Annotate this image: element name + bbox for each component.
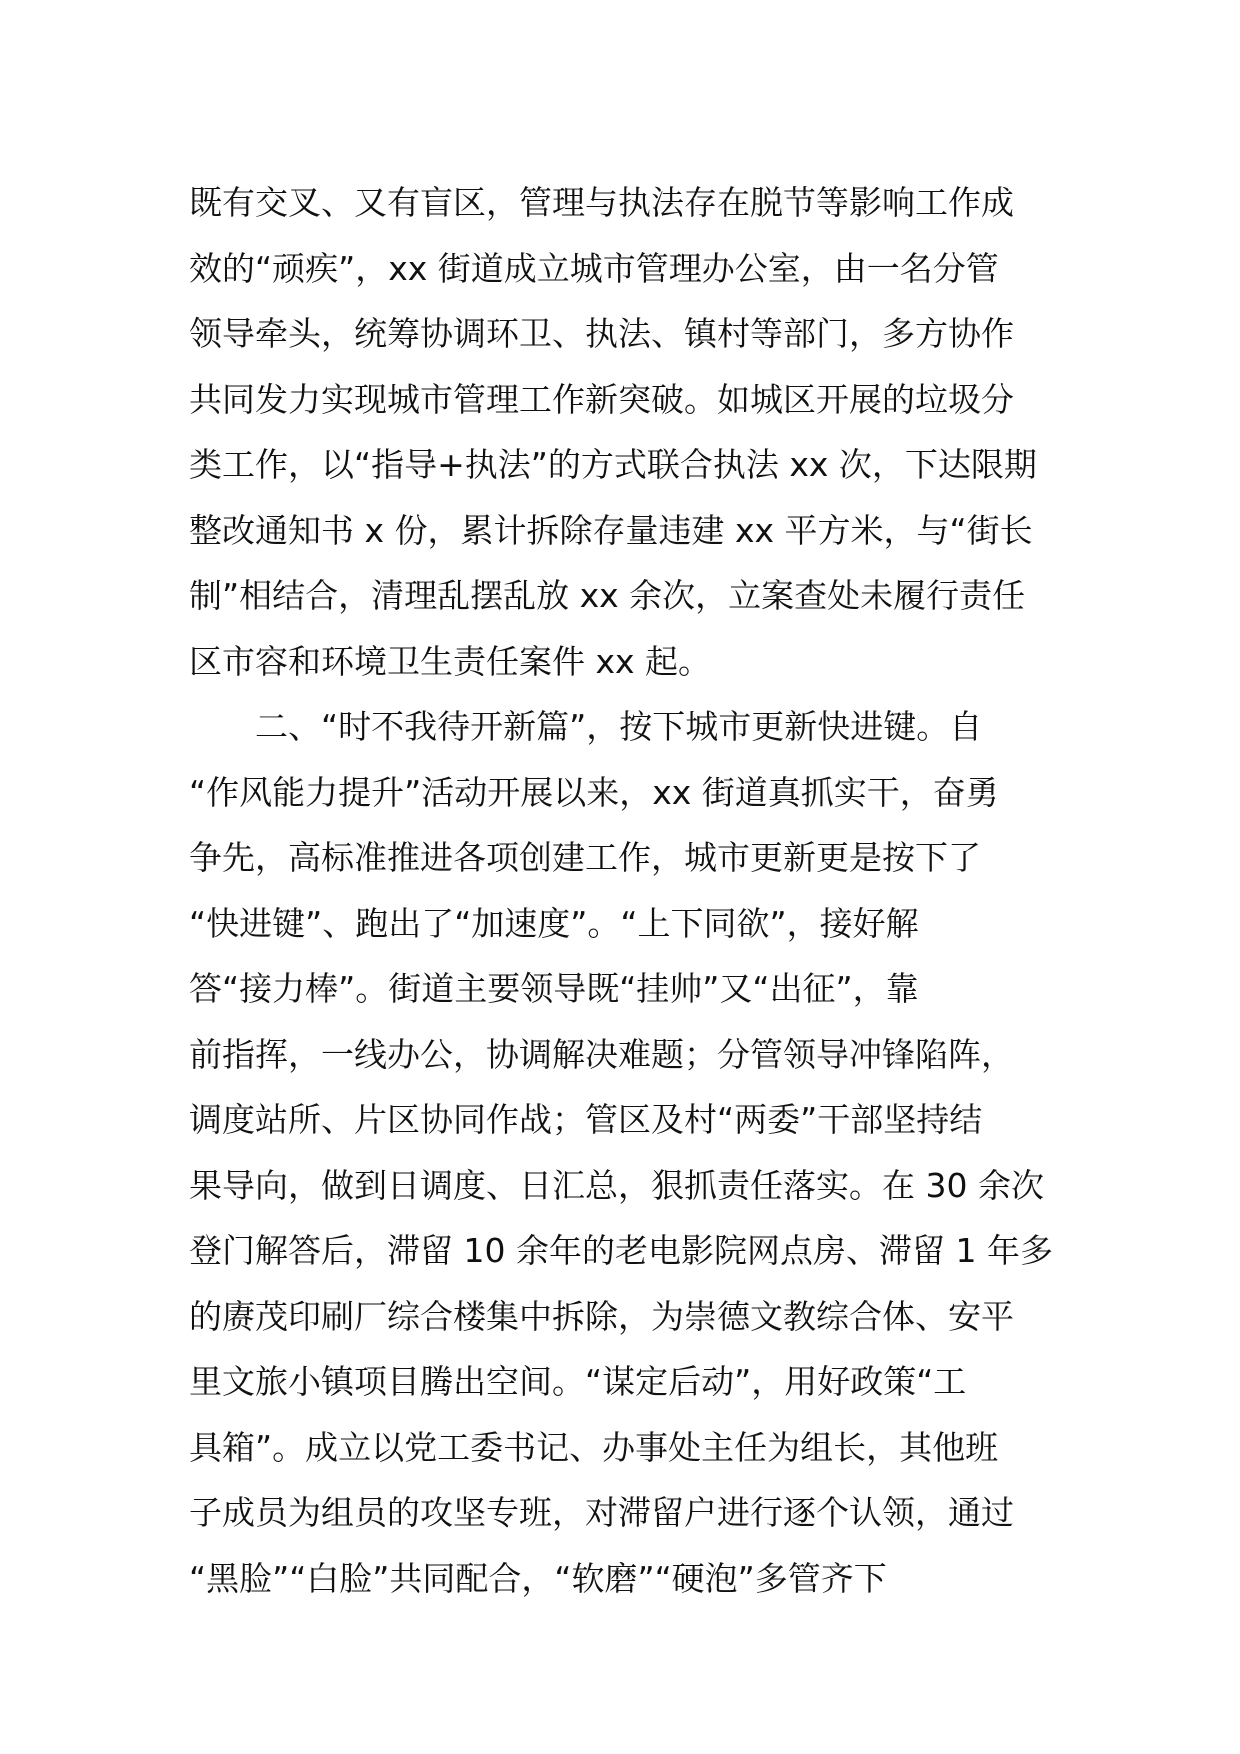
text-line: 区市容和环境卫生责任案件 xx 起。 [189, 641, 712, 681]
text-line: 整改通知书 x 份，累计拆除存量违建 xx 平方米，与“街长 [189, 510, 1033, 550]
text-line: 争先，高标准推进各项创建工作，城市更新更是按下了 [189, 838, 981, 877]
text-line: 答“接力棒”。街道主要领导既“挂帅”又“出征”，靠 [189, 969, 919, 1008]
text-line: “黑脸”“白脸”共同配合，“软磨”“硬泡”多管齐下 [189, 1558, 887, 1598]
text-line: 效的“顽疾”，xx 街道成立城市管理办公室，由一名分管 [189, 248, 999, 288]
text-line: 制”相结合，清理乱摆乱放 xx 余次，立案查处未履行责任 [189, 576, 1026, 615]
text-line: 具箱”。成立以党工委书记、办事处主任为组长，其他班 [189, 1427, 999, 1467]
text-line: 里文旅小镇项目腾出空间。“谋定后动”，用好政策“工 [189, 1362, 967, 1401]
text-line: 果导向，做到日调度、日汇总，狠抓责任落实。在 30 余次 [189, 1165, 1044, 1205]
text-line: 登门解答后，滞留 10 余年的老电影院网点房、滞留 1 年多 [189, 1231, 1053, 1270]
text-line: 领导牵头，统筹协调环卫、执法、镇村等部门，多方协作 [189, 314, 1014, 353]
text-line: 前指挥，一线办公，协调解决难题；分管领导冲锋陷阵， [189, 1034, 1014, 1074]
text-line: “作风能力提升”活动开展以来，xx 街道真抓实干，奋勇 [189, 772, 999, 812]
section-heading-line: 二、“时不我待开新篇”，按下城市更新快进键。自 [189, 707, 983, 746]
text-line: 既有交叉、又有盲区，管理与执法存在脱节等影响工作成 [189, 183, 1014, 222]
text-line: 类工作，以“指导+执法”的方式联合执法 xx 次，下达限期 [189, 445, 1037, 484]
text-line: 共同发力实现城市管理工作新突破。如城区开展的垃圾分 [189, 379, 1014, 419]
text-line: 子成员为组员的攻坚专班，对滞留户进行逐个认领，通过 [189, 1493, 1014, 1532]
text-line: 的赓茂印刷厂综合楼集中拆除，为崇德文教综合体、安平 [189, 1296, 1014, 1336]
text-line: “快进键”、跑出了“加速度”。“上下同欲”，接好解 [189, 903, 919, 943]
text-line: 调度站所、片区协同作战；管区及村“两委”干部坚持结 [189, 1100, 983, 1139]
body-text [189, 170, 1059, 1611]
